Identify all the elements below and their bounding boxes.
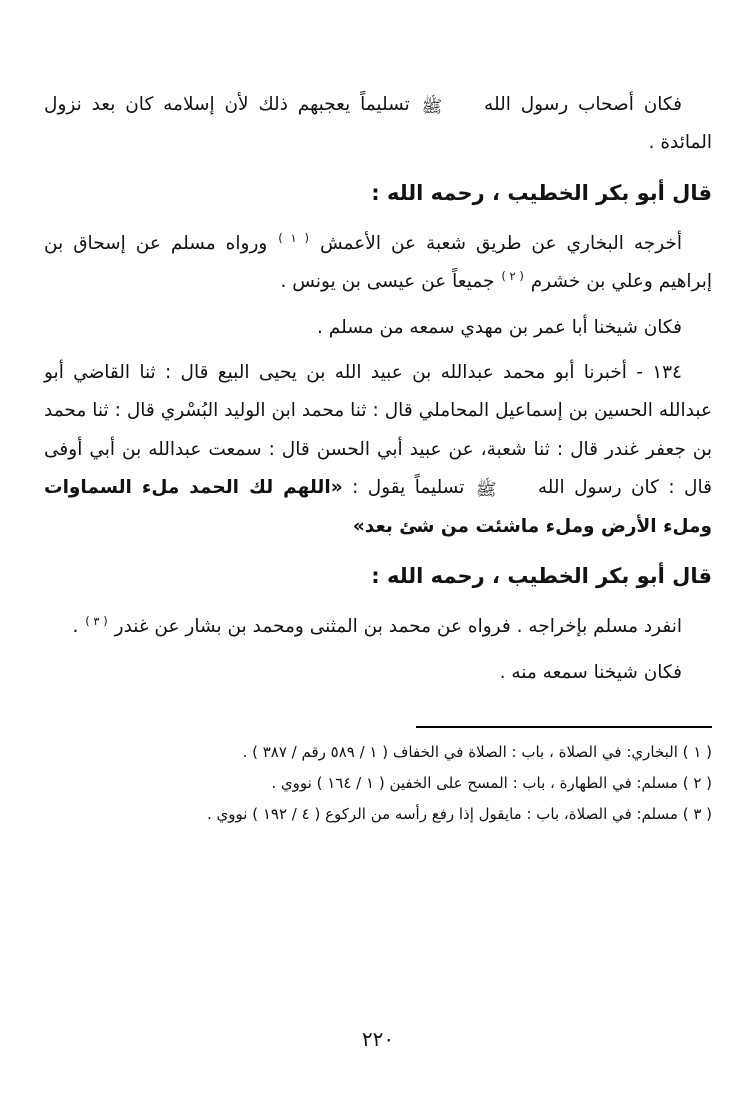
paragraph-takhrij-2 bbox=[44, 608, 712, 646]
hadith-text-b: تسليماً يقول : bbox=[352, 477, 465, 499]
footnote-ref-1: ( ١ ) bbox=[278, 230, 309, 245]
footnote-divider bbox=[416, 726, 712, 728]
paragraph-shaykh-1: فكان شيخنا أبا عمر بن مهدي سمعه من مسلم . bbox=[317, 316, 682, 338]
footnote-ref-2: ( ٢ ) bbox=[501, 269, 524, 284]
paragraph-takhrij-1 bbox=[44, 225, 712, 302]
page-number: ٢٢٠ bbox=[361, 1027, 395, 1051]
paragraph-hadith-134 bbox=[44, 354, 712, 546]
paragraph-intro-text-b: تسليماً يعجبهم ذلك لأن إسلامه كان بعد نزول المائدة . bbox=[44, 94, 712, 154]
section-heading-khatib-2: قال أبو بكر الخطيب ، رحمه الله : bbox=[371, 564, 712, 589]
paragraph-shaykh-2: فكان شيخنا سمعه منه . bbox=[499, 661, 682, 683]
takhrij2-text-a: انفرد مسلم بإخراجه . فرواه عن محمد بن المثنى ومحمد بن بشار عن غندر bbox=[114, 616, 682, 638]
paragraph-intro bbox=[44, 86, 712, 163]
footnotes-section bbox=[44, 726, 712, 830]
saw-ligature-icon: ﷺ bbox=[475, 480, 497, 501]
hadith-isnad-text: ١٣٤ - أخبرنا أبو محمد عبدالله بن عبيد الله بن يحيى البيع قال : ثنا القاضي أبو عبدالله الحسين بن إسماعيل المحاملي قال : ثنا محمد ابن الوليد البُسْري قال : ثنا محمد بن جعفر غندر قال : ثنا شعبة، عن عبيد أبي الحسن قال : سمعت عبدالله بن أبي أوفى قال : كان رسول الله bbox=[44, 362, 712, 499]
hadith-quote-bold: «اللهم لك الحمد ملء السماوات وملء الأرض وملء ماشئت من شئ بعد» bbox=[44, 477, 712, 537]
takhrij2-text-b: . bbox=[72, 616, 79, 638]
footnote-item: ( ٢ ) مسلم: في الطهارة ، باب : المسح على الخفين ( ١ / ١٦٤ ) نووي . bbox=[271, 774, 712, 793]
paragraph-intro-text-a: فكان أصحاب رسول الله bbox=[484, 94, 682, 115]
takhrij-text-c: جميعاً عن عيسى بن يونس . bbox=[280, 271, 495, 293]
main-text-block bbox=[44, 86, 712, 692]
takhrij-text-b: ورواه مسلم عن إسحاق بن إبراهيم وعلي بن خشرم bbox=[44, 232, 712, 293]
saw-ligature-icon: ﷺ bbox=[421, 97, 443, 117]
footnote-item: ( ٣ ) مسلم: في الصلاة، باب : مايقول إذا رفع رأسه من الركوع ( ٤ / ١٩٢ ) نووي . bbox=[207, 805, 712, 824]
footnote-ref-3: ( ٣ ) bbox=[85, 614, 108, 629]
section-heading-khatib-1: قال أبو بكر الخطيب ، رحمه الله : bbox=[371, 180, 712, 205]
footnote-item: ( ١ ) البخاري: في الصلاة ، باب : الصلاة في الخفاف ( ١ / ٥٨٩ رقم / ٣٨٧ ) . bbox=[242, 742, 712, 761]
takhrij-text-a: أخرجه البخاري عن طريق شعبة عن الأعمش bbox=[319, 232, 682, 254]
